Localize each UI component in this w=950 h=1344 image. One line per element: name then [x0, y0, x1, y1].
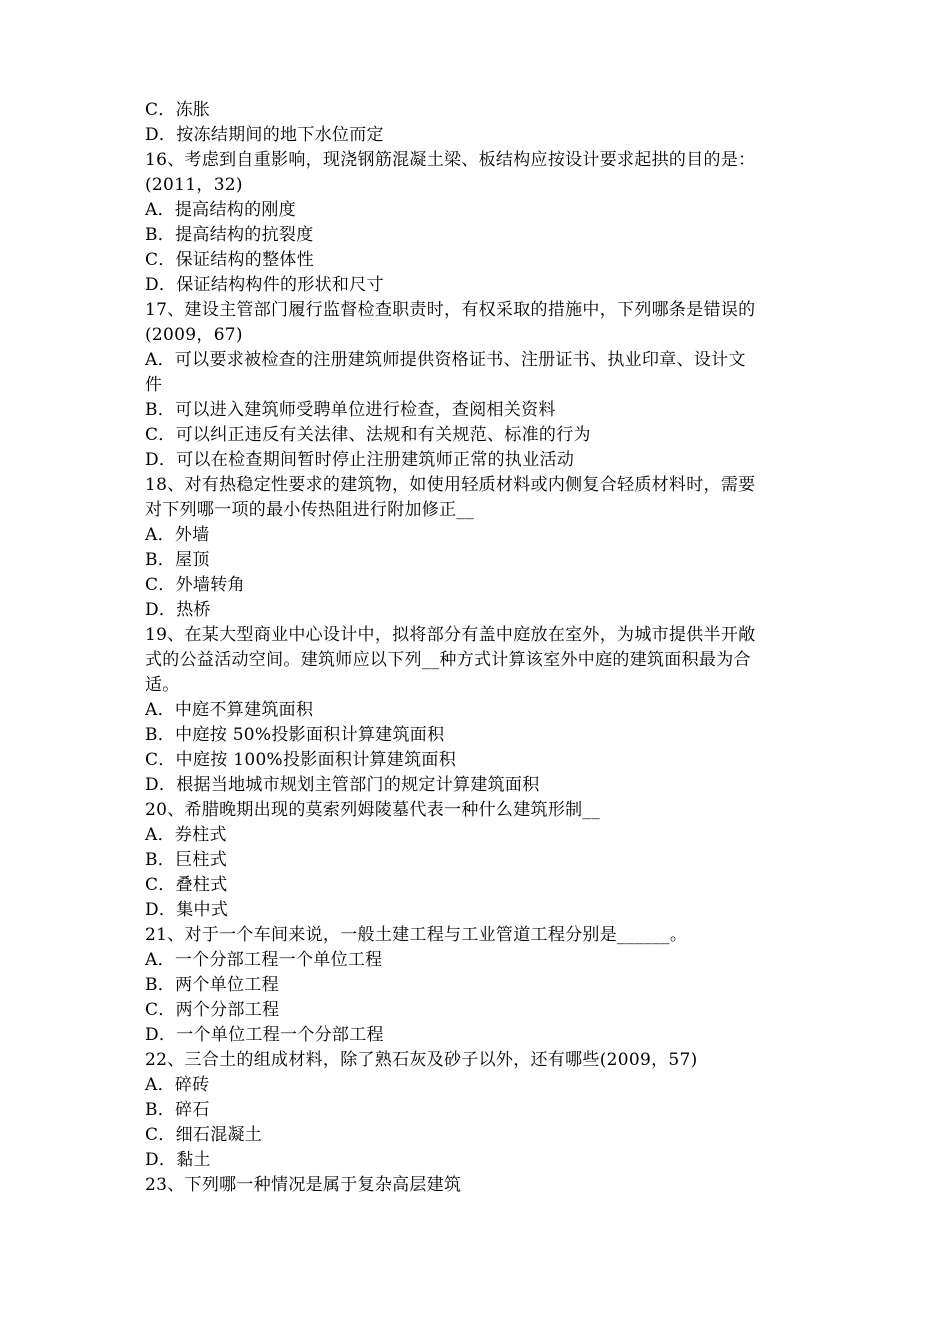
- text-line: C．冻胀: [145, 100, 211, 120]
- text-line: B．两个单位工程: [145, 975, 279, 995]
- text-line: 17、建设主管部门履行监督检查职责时，有权采取的措施中，下列哪条是错误的: [145, 300, 756, 320]
- text-line: 16、考虑到自重影响，现浇钢筋混凝土梁、板结构应按设计要求起拱的目的是：: [145, 150, 756, 170]
- text-line: 件: [145, 375, 163, 395]
- text-line: D．热桥: [145, 600, 211, 620]
- text-line: C．可以纠正违反有关法律、法规和有关规范、标准的行为: [145, 425, 591, 445]
- text-line: B．屋顶: [145, 550, 210, 570]
- text-line: D．黏土: [145, 1150, 211, 1170]
- text-line: 21、对于一个车间来说，一般土建工程与工业管道工程分别是______。: [145, 925, 688, 945]
- text-line: D．集中式: [145, 900, 229, 920]
- text-line: A．可以要求被检查的注册建筑师提供资格证书、注册证书、执业印章、设计文: [145, 350, 746, 370]
- text-line: (2009，67): [145, 325, 243, 345]
- text-line: D．根据当地城市规划主管部门的规定计算建筑面积: [145, 775, 540, 795]
- text-line: A．券柱式: [145, 825, 227, 845]
- text-line: 18、对有热稳定性要求的建筑物，如使用轻质材料或内侧复合轻质材料时，需要: [145, 475, 756, 495]
- text-line: 23、下列哪一种情况是属于复杂高层建筑: [145, 1175, 462, 1195]
- text-line: B．巨柱式: [145, 850, 227, 870]
- text-line: C．两个分部工程: [145, 1000, 280, 1020]
- text-line: C．中庭按 100%投影面积计算建筑面积: [145, 750, 457, 770]
- text-line: 20、希腊晚期出现的莫索列姆陵墓代表一种什么建筑形制__: [145, 800, 601, 820]
- text-line: B．可以进入建筑师受聘单位进行检查，查阅相关资料: [145, 400, 556, 420]
- text-line: 适。: [145, 675, 180, 695]
- text-line: A．一个分部工程一个单位工程: [145, 950, 383, 970]
- text-line: C．细石混凝土: [145, 1125, 263, 1145]
- text-line: B．中庭按 50%投影面积计算建筑面积: [145, 725, 445, 745]
- document-page: [145, 98, 810, 1198]
- text-line: A．外墙: [145, 525, 210, 545]
- text-line: 19、在某大型商业中心设计中，拟将部分有盖中庭放在室外，为城市提供半开敞: [145, 625, 756, 645]
- text-line: 式的公益活动空间。建筑师应以下列__种方式计算该室外中庭的建筑面积最为合: [145, 650, 751, 670]
- text-line: C．外墙转角: [145, 575, 245, 595]
- text-line: C．保证结构的整体性: [145, 250, 315, 270]
- text-line: 对下列哪一项的最小传热阻进行附加修正__: [145, 500, 474, 520]
- text-line: D．可以在检查期间暂时停止注册建筑师正常的执业活动: [145, 450, 575, 470]
- text-line: (2011，32): [145, 175, 243, 195]
- text-line: A．提高结构的刚度: [145, 200, 296, 220]
- text-line: A．中庭不算建筑面积: [145, 700, 314, 720]
- text-line: B．提高结构的抗裂度: [145, 225, 314, 245]
- text-line: D．保证结构构件的形状和尺寸: [145, 275, 384, 295]
- text-line: B．碎石: [145, 1100, 210, 1120]
- text-line: D．按冻结期间的地下水位而定: [145, 125, 384, 145]
- text-line: D．一个单位工程一个分部工程: [145, 1025, 384, 1045]
- text-line: 22、三合土的组成材料，除了熟石灰及砂子以外，还有哪些(2009，57): [145, 1050, 698, 1070]
- text-line: A．碎砖: [145, 1075, 210, 1095]
- text-line: C．叠柱式: [145, 875, 228, 895]
